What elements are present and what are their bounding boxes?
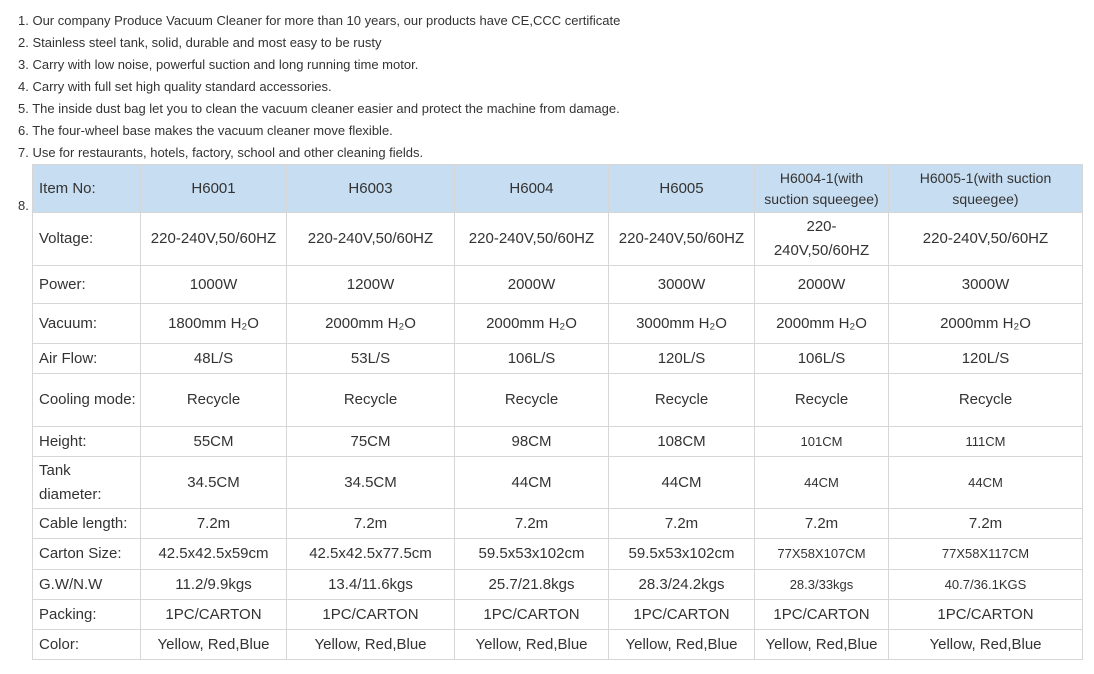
table-cell: 42.5x42.5x59cm (141, 539, 287, 570)
model-header: H6004 (455, 165, 609, 213)
table-row (33, 374, 1083, 427)
table-cell: 59.5x53x102cm (609, 539, 755, 570)
table-cell: 220-240V,50/60HZ (141, 213, 287, 266)
table-cell: Recycle (455, 374, 609, 427)
feature-item: 1. Our company Produce Vacuum Cleaner for more than 10 years, our products have CE,CCC certificate (18, 13, 621, 28)
table-cell: 7.2m (755, 509, 889, 539)
feature-item: 7. Use for restaurants, hotels, factory, school and other cleaning fields. (18, 145, 424, 160)
table-row (33, 457, 1083, 509)
table-cell: 40.7/36.1KGS (889, 570, 1083, 600)
feature-list (18, 10, 620, 164)
table-cell: 106L/S (455, 344, 609, 374)
table-row (33, 344, 1083, 374)
row-label: Power: (33, 266, 141, 304)
table-cell: 120L/S (889, 344, 1083, 374)
table-cell: 2000mm H₂O (889, 304, 1083, 344)
table-cell: 11.2/9.9kgs (141, 570, 287, 600)
row-label: Cable length: (33, 509, 141, 539)
table-cell: 25.7/21.8kgs (455, 570, 609, 600)
table-cell: 42.5x42.5x77.5cm (287, 539, 455, 570)
table-cell: Recycle (287, 374, 455, 427)
header-label: Item No: (33, 165, 141, 213)
table-cell: 44CM (609, 457, 755, 509)
list-number-8: 8. (18, 198, 29, 213)
table-cell: 3000mm H₂O (609, 304, 755, 344)
table-cell: 1PC/CARTON (609, 600, 755, 630)
table-row (33, 213, 1083, 266)
feature-item: 2. Stainless steel tank, solid, durable and most easy to be rusty (18, 35, 382, 50)
spec-table (32, 164, 1083, 660)
table-cell: 2000mm H₂O (455, 304, 609, 344)
table-row (33, 600, 1083, 630)
table-cell: 48L/S (141, 344, 287, 374)
table-cell: 220-240V,50/60HZ (455, 213, 609, 266)
table-cell: 34.5CM (141, 457, 287, 509)
table-cell: Yellow, Red,Blue (141, 630, 287, 660)
table-cell: 75CM (287, 427, 455, 457)
table-cell: 2000W (755, 266, 889, 304)
table-cell: 1000W (141, 266, 287, 304)
row-label: Height: (33, 427, 141, 457)
table-cell: 28.3/24.2kgs (609, 570, 755, 600)
table-row (33, 570, 1083, 600)
table-cell: 220-240V,50/60HZ (287, 213, 455, 266)
row-label: Carton Size: (33, 539, 141, 570)
table-cell: 77X58X117CM (889, 539, 1083, 570)
row-label: Vacuum: (33, 304, 141, 344)
table-cell: 2000mm H₂O (755, 304, 889, 344)
table-cell: Recycle (889, 374, 1083, 427)
table-cell: 28.3/33kgs (755, 570, 889, 600)
table-cell: Yellow, Red,Blue (287, 630, 455, 660)
model-header: H6001 (141, 165, 287, 213)
row-label: Air Flow: (33, 344, 141, 374)
model-header: H6003 (287, 165, 455, 213)
row-label: G.W/N.W (33, 570, 141, 600)
table-cell: 111CM (889, 427, 1083, 457)
model-header: H6005-1(with suction squeegee) (889, 165, 1083, 213)
table-cell: 59.5x53x102cm (455, 539, 609, 570)
table-header-row (33, 165, 1083, 213)
table-cell: 108CM (609, 427, 755, 457)
table-cell: 3000W (609, 266, 755, 304)
table-cell: 7.2m (889, 509, 1083, 539)
table-cell: Yellow, Red,Blue (755, 630, 889, 660)
table-cell: 1800mm H₂O (141, 304, 287, 344)
table-cell: 1PC/CARTON (287, 600, 455, 630)
row-label: Cooling mode: (33, 374, 141, 427)
table-cell: 120L/S (609, 344, 755, 374)
table-row (33, 304, 1083, 344)
table-cell: 53L/S (287, 344, 455, 374)
table-row (33, 630, 1083, 660)
table-cell: 13.4/11.6kgs (287, 570, 455, 600)
table-cell: Yellow, Red,Blue (609, 630, 755, 660)
table-cell: 7.2m (455, 509, 609, 539)
table-cell: 220-240V,50/60HZ (889, 213, 1083, 266)
feature-item: 4. Carry with full set high quality standard accessories. (18, 79, 332, 94)
table-cell: Recycle (141, 374, 287, 427)
row-label: Color: (33, 630, 141, 660)
table-cell: 1PC/CARTON (755, 600, 889, 630)
table-row (33, 539, 1083, 570)
table-cell: 55CM (141, 427, 287, 457)
table-cell: 34.5CM (287, 457, 455, 509)
table-cell: 106L/S (755, 344, 889, 374)
model-header: H6005 (609, 165, 755, 213)
feature-item: 3. Carry with low noise, powerful suction and long running time motor. (18, 57, 419, 72)
row-label: Packing: (33, 600, 141, 630)
row-label: Voltage: (33, 213, 141, 266)
table-cell: 7.2m (141, 509, 287, 539)
row-label: Tank diameter: (33, 457, 141, 509)
table-row (33, 266, 1083, 304)
table-cell: 1PC/CARTON (889, 600, 1083, 630)
table-cell: 1PC/CARTON (141, 600, 287, 630)
model-header: H6004-1(with suction squeegee) (755, 165, 889, 213)
table-cell: Yellow, Red,Blue (455, 630, 609, 660)
table-cell: 7.2m (287, 509, 455, 539)
table-cell: 220-240V,50/60HZ (755, 213, 889, 266)
table-cell: 1PC/CARTON (455, 600, 609, 630)
table-cell: 220-240V,50/60HZ (609, 213, 755, 266)
table-cell: 77X58X107CM (755, 539, 889, 570)
table-cell: Recycle (755, 374, 889, 427)
table-cell: 2000W (455, 266, 609, 304)
table-cell: 44CM (455, 457, 609, 509)
table-cell: 2000mm H₂O (287, 304, 455, 344)
table-cell: 3000W (889, 266, 1083, 304)
table-cell: 7.2m (609, 509, 755, 539)
table-cell: 101CM (755, 427, 889, 457)
table-cell: Recycle (609, 374, 755, 427)
table-row (33, 509, 1083, 539)
table-cell: 44CM (755, 457, 889, 509)
table-cell: Yellow, Red,Blue (889, 630, 1083, 660)
feature-item: 6. The four-wheel base makes the vacuum cleaner move flexible. (18, 123, 393, 138)
table-cell: 98CM (455, 427, 609, 457)
table-row (33, 427, 1083, 457)
feature-item: 5. The inside dust bag let you to clean the vacuum cleaner easier and protect the machine from damage. (18, 101, 620, 116)
table-cell: 44CM (889, 457, 1083, 509)
table-cell: 1200W (287, 266, 455, 304)
